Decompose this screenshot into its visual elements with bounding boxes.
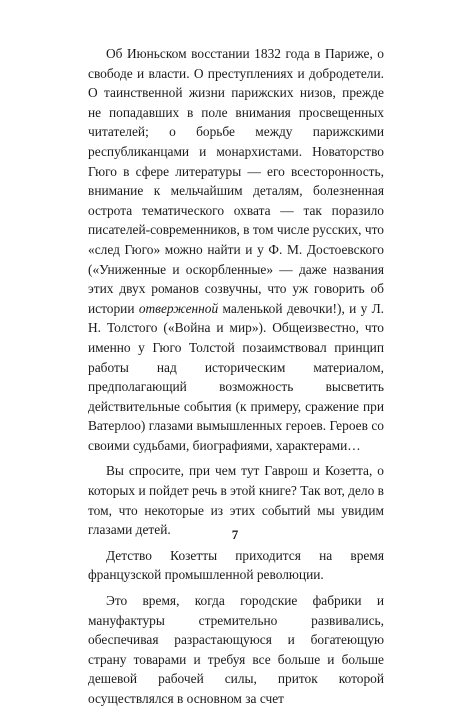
page-number: 7: [231, 527, 239, 542]
paragraph-4: [88, 591, 384, 709]
page-body: [88, 44, 384, 715]
paragraph-4-text: Это время, когда городские фабрики и мануфактуры стремительно развивались, обеспечивая разрастающуюся и богатеющую страну товарами и требуя все больше и больше дешевой рабочей силы, приток которой осуществлялся в основном за счет: [88, 593, 384, 706]
paragraph-3-text: Детство Козетты приходится на время французской промышленной революции.: [88, 547, 384, 583]
paragraph-2-text: Вы спросите, при чем тут Гаврош и Козетта, о которых и пойдет речь в этой книге? Так вот, дело в том, что некоторые из этих событий мы увидим глазами детей.: [88, 463, 384, 538]
paragraph-3: [88, 546, 384, 585]
paragraph-1: [88, 44, 384, 455]
paragraph-1-italic-word: отверженной: [138, 300, 219, 316]
paragraph-1-text-b: маленькой девочки!), и у Л. Н. Толстого («Война и мир»). Общеизвестно, что именно у Гюго Толстой позаимствовал принцип работы над историческим материалом, предполагающий возможность высветить действительные события (к примеру, сражение при Ватерлоо) глазами вымышленных героев. Героев со своими судьбами, биографиями, характерами…: [88, 300, 384, 453]
paragraph-1-text-a: Об Июньском восстании 1832 года в Париже, о свободе и власти. О преступлениях и добродетели. О таинственной жизни парижских низов, прежде не попадавших в поле внимания просвещенных читателей; о борьбе между парижскими республиканцами и монархистами. Новаторство Гюго в сфере литературы — его всесторонность, внимание к мельчайшим деталям, болезненная острота тематического охвата — так поразило писателей-современников, в том числе русских, что «след Гюго» можно найти и у Ф. М. Достоевского («Униженные и оскорбленные» — даже названия этих двух романов созвучны, что уж говорить об истории: [88, 46, 384, 316]
